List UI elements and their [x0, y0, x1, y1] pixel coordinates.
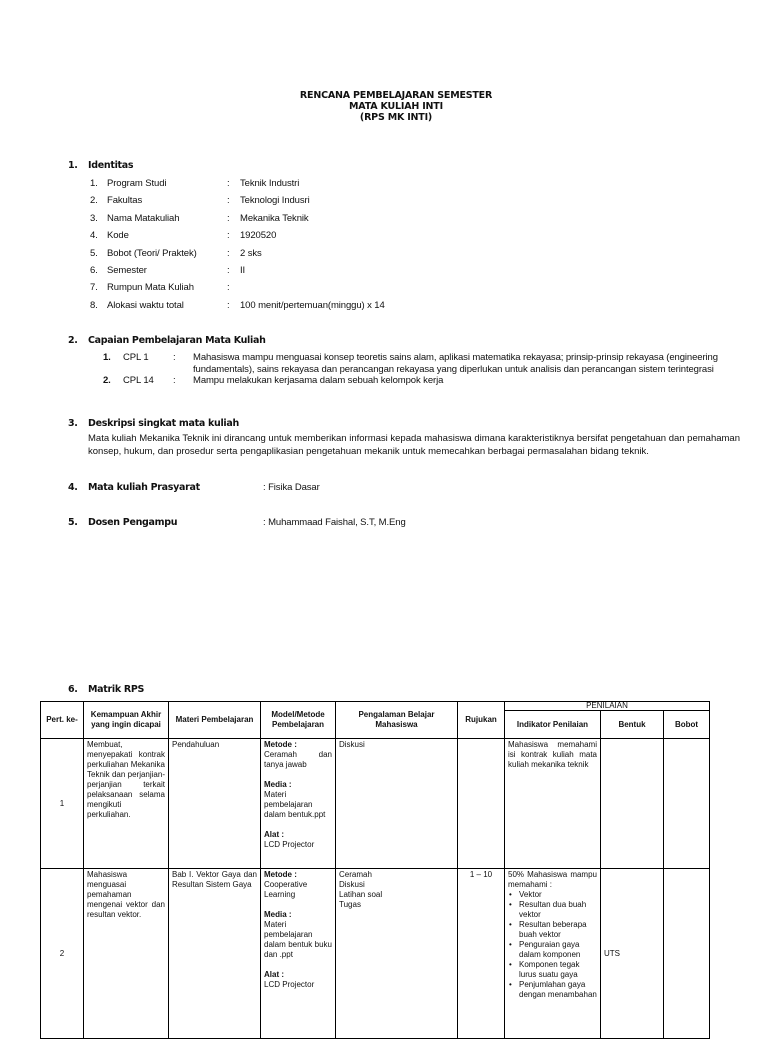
media-label: Media — [264, 780, 287, 789]
alat-colon: : — [279, 970, 285, 979]
metode-colon: : — [292, 870, 297, 879]
identitas-number: 5. — [90, 247, 98, 259]
media-colon: : — [286, 910, 292, 919]
identitas-colon: : — [227, 282, 230, 294]
pert-number: 1 — [59, 798, 65, 808]
metode-value: Ceramah dan tanya jawab — [264, 750, 332, 769]
cell-pert — [41, 869, 84, 1039]
identitas-label: Kode — [107, 230, 129, 242]
prasyarat-value: : Fisika Dasar — [263, 482, 320, 493]
pengalaman-item: Ceramah — [339, 870, 372, 879]
table-row — [41, 739, 710, 869]
cell-pengalaman — [336, 739, 458, 869]
cell-pert — [41, 739, 84, 869]
identitas-number: 8. — [90, 299, 98, 311]
bentuk-text: UTS — [604, 948, 620, 958]
alat-label: Alat — [264, 830, 280, 839]
identitas-number: 7. — [90, 282, 98, 294]
metode-label: Metode — [264, 870, 292, 879]
cell-model — [261, 739, 336, 869]
identitas-number: 3. — [90, 212, 98, 224]
cell-bobot — [664, 869, 710, 1039]
cell-bentuk — [601, 869, 664, 1039]
header-pert: Pert. ke- — [41, 702, 84, 739]
dosen-value: : Muhammaad Faishal, S.T, M.Eng — [263, 517, 406, 528]
pengalaman-item: Diskusi — [339, 740, 365, 749]
identitas-colon: : — [227, 212, 230, 224]
identitas-value: Teknik Industri — [240, 178, 300, 189]
kemampuan-text: Mahasiswa menguasai pemahaman mengenai vektor dan resultan vektor. — [87, 870, 165, 919]
identitas-value: Mekanika Teknik — [240, 212, 309, 224]
indikator-item: • Penguraian gaya dalam komponen — [519, 940, 597, 960]
indikator-intro: Mahasiswa memahami isi kontrak kuliah mata kuliah mekanika teknik — [508, 740, 597, 769]
identitas-value: 1920520 — [240, 230, 277, 242]
indikator-item: • Vektor — [519, 890, 597, 900]
indikator-item: • Resultan dua buah vektor — [519, 900, 597, 920]
cell-pengalaman — [336, 869, 458, 1039]
identitas-value: II — [240, 265, 246, 276]
alat-colon: : — [279, 830, 285, 839]
metode-block — [264, 870, 332, 900]
identitas-colon: : — [227, 178, 230, 189]
indikator-item: • Resultan beberapa buah vektor — [519, 920, 597, 940]
header-model: Model/Metode Pembelajaran — [261, 702, 336, 739]
identitas-value: 100 menit/pertemuan(minggu) x 14 — [240, 299, 385, 311]
header-rujukan: Rujukan — [458, 702, 505, 739]
identitas-colon: : — [227, 230, 230, 242]
materi-text: Pendahuluan — [172, 740, 220, 749]
doc-title-line2: MATA KULIAH INTI — [349, 101, 443, 112]
identitas-colon: : — [227, 247, 230, 259]
indikator-list — [508, 890, 597, 1000]
cell-materi — [169, 869, 261, 1039]
identitas-colon: : — [227, 265, 230, 276]
header-bobot: Bobot — [664, 711, 710, 739]
media-value: Materi pembelajaran dalam bentuk.ppt — [264, 790, 326, 819]
media-label: Media — [264, 910, 287, 919]
identitas-number: 4. — [90, 230, 98, 242]
identitas-colon: : — [227, 195, 230, 207]
metode-value: Cooperative Learning — [264, 880, 308, 899]
indikator-item: • Penjumlahan gaya dengan menambahan — [519, 980, 597, 1000]
identitas-number: 2. — [90, 195, 98, 207]
alat-block — [264, 970, 332, 990]
identitas-value: 2 sks — [240, 247, 262, 259]
pengalaman-item: Tugas — [339, 900, 361, 909]
alat-value: LCD Projector — [264, 840, 315, 849]
pengalaman-item: Latihan soal — [339, 890, 383, 899]
alat-label: Alat — [264, 970, 280, 979]
cell-rujukan — [458, 739, 505, 869]
identitas-label: Fakultas — [107, 195, 143, 207]
media-block — [264, 780, 332, 820]
identitas-number: 6. — [90, 265, 98, 276]
cell-kemampuan — [84, 869, 169, 1039]
doc-title-line1: RENCANA PEMBELAJARAN SEMESTER — [299, 90, 493, 101]
media-colon: : — [286, 780, 292, 789]
cell-bobot — [664, 739, 710, 869]
materi-text: Bab I. Vektor Gaya dan Resultan Sistem Gaya — [172, 870, 257, 889]
identitas-label: Program Studi — [107, 178, 167, 189]
kemampuan-text: Membuat, menyepakati kontrak perkuliahan Mekanika Teknik dan perjanjian-perjanjian terkait pelaksanaan selama mengikuti perkuliahan. — [87, 740, 165, 819]
media-block — [264, 910, 332, 960]
cell-indikator — [505, 739, 601, 869]
indikator-intro: 50% Mahasiswa mampu memahami : — [508, 870, 597, 889]
metode-block — [264, 740, 332, 770]
rps-matrix-table — [40, 701, 710, 1039]
alat-value: LCD Projector — [264, 980, 315, 989]
indikator-item: • Komponen tegak lurus suatu gaya — [519, 960, 597, 980]
pert-number: 2 — [59, 948, 65, 958]
alat-block — [264, 830, 332, 850]
pengalaman-item: Diskusi — [339, 880, 365, 889]
header-pengalaman: Pengalaman Belajar Mahasiswa — [336, 702, 458, 739]
table-row — [41, 869, 710, 1039]
identitas-label: Nama Matakuliah — [107, 212, 180, 224]
media-value: Materi pembelajaran dalam bentuk buku dan .ppt — [264, 920, 332, 959]
rujukan-text: 1 – 10 — [469, 870, 493, 879]
header-indikator: Indikator Penilaian — [505, 711, 601, 739]
cell-indikator — [505, 869, 601, 1039]
doc-title-line3: (RPS MK INTI) — [359, 112, 433, 123]
header-materi: Materi Pembelajaran — [169, 702, 261, 739]
header-penilaian: PENILAIAN — [505, 702, 710, 711]
metode-label: Metode — [264, 740, 292, 749]
metode-colon: : — [292, 740, 297, 749]
header-kemampuan: Kemampuan Akhir yang ingin dicapai — [84, 702, 169, 739]
header-bentuk: Bentuk — [601, 711, 664, 739]
identitas-number: 1. — [90, 178, 98, 189]
cell-bentuk — [601, 739, 664, 869]
identitas-value: Teknologi Indusri — [240, 195, 310, 207]
identitas-colon: : — [227, 299, 230, 311]
deskripsi-text: Mata kuliah Mekanika Teknik ini dirancang untuk memberikan informasi kepada mahasiswa dimana karakteristiknya bersifat pengetahuan dan pemahaman konsep, hukum, dan prosedur serta pengaplikasian pengetahuan mekanik untuk memecahkan berbagai permasalahan bidang teknik. — [88, 433, 740, 457]
identitas-label: Alokasi waktu total — [107, 299, 184, 311]
identitas-label: Semester — [107, 265, 147, 276]
cell-model — [261, 869, 336, 1039]
cell-materi — [169, 739, 261, 869]
identitas-label: Bobot (Teori/ Praktek) — [107, 247, 197, 259]
identitas-label: Rumpun Mata Kuliah — [107, 282, 194, 294]
cell-kemampuan — [84, 739, 169, 869]
cell-rujukan — [458, 869, 505, 1039]
rps-table-body — [41, 739, 710, 1039]
